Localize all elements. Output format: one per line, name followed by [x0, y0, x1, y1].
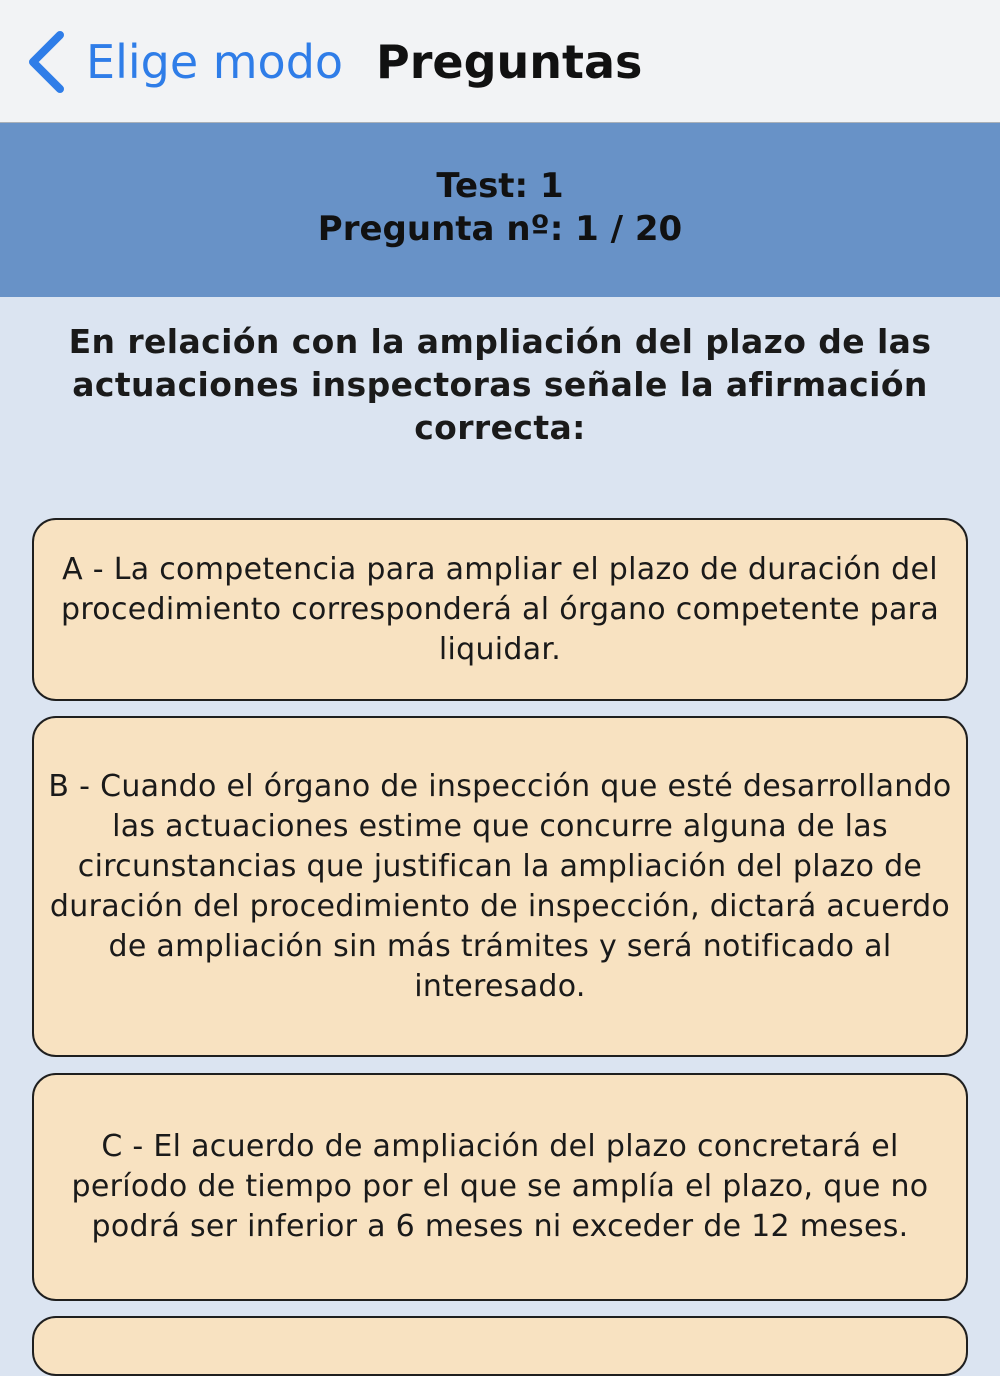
answer-option-b[interactable] — [32, 716, 968, 1057]
question-counter: Pregunta nº: 1 / 20 — [317, 209, 683, 249]
test-number-label: Test: 1 — [436, 166, 564, 206]
test-info-header — [0, 123, 1000, 297]
answer-option-a-text: A - La competencia para ampliar el plazo de duración del procedimiento corresponderá al órgano competente para liquidar. — [60, 551, 940, 667]
back-button[interactable] — [24, 30, 343, 94]
navigation-bar — [0, 0, 1000, 123]
chevron-left-icon — [24, 30, 68, 94]
answer-option-c-text: C - El acuerdo de ampliación del plazo concretará el período de tiempo por el que se amplía el plazo, que no podrá ser inferior a 6 meses ni exceder de 12 meses. — [71, 1129, 929, 1244]
answer-option-b-text: B - Cuando el órgano de inspección que esté desarrollando las actuaciones estime que concurre alguna de las circunstancias que justifican la ampliación del plazo de duración del procedimiento de inspección, dictará acuerdo de ampliación sin más trámites y será notificado al interesado. — [48, 768, 952, 1004]
answer-option-a[interactable] — [32, 518, 968, 701]
answer-option-d[interactable] — [32, 1316, 968, 1376]
page-title: Preguntas — [376, 35, 643, 89]
answer-option-c[interactable] — [32, 1073, 968, 1301]
back-button-label: Elige modo — [86, 35, 344, 89]
question-text: En relación con la ampliación del plazo de las actuaciones inspectoras señale la afirmación correcta: — [68, 322, 932, 447]
